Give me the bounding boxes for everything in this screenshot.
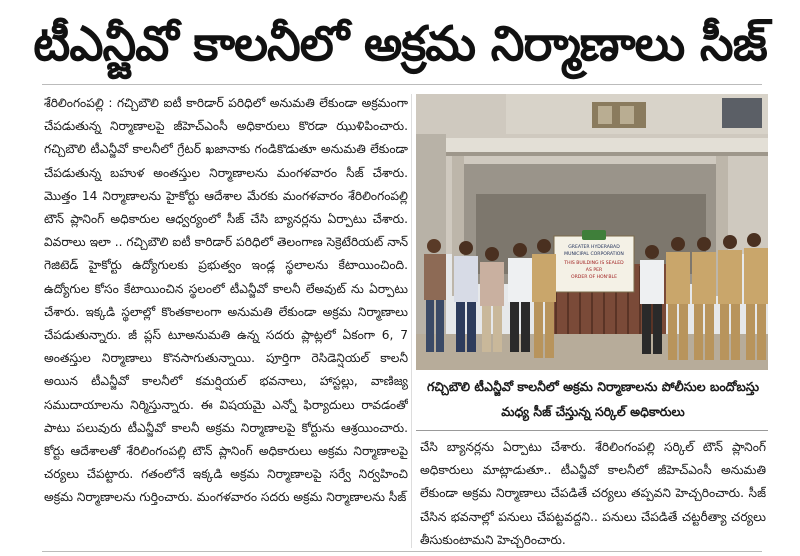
top-divider — [42, 84, 762, 85]
column-divider — [411, 94, 412, 548]
body-text-left: శేరిలింగంపల్లి : గచ్చిబౌలి ఐటీ కారిడార్ పరిధిలో అనుమతి లేకుండా అక్రమంగా చేపడుతున్న నిర్మాణాలపై జీహెచ్ఎంసీ అధికారులు కొరడా ఝుళిపించారు. గచ్చిబౌలి టీఎన్జీవో కాలనీలో గ్రేటర్ ఖజానాకు గండికొడుతూ అనుమతి లేకుండా చేపడుతున్న బహుళ అంతస్తుల నిర్మాణాలను మంగళవారం సీజ్ చేశారు. మొత్తం 14 నిర్మాణాలను హైకోర్టు ఆదేశాల మేరకు మంగళవారం శేరిలింగంపల్లి టౌన్ ప్లానింగ్ అధికారుల ఆధ్వర్యంలో సీజ్ చేసి బ్యానర్లను ఏర్పాటు చేశారు. వివరాలు ఇలా .. గచ్చిబౌలి ఐటీ కారిడార్ పరిధిలో తెలంగాణ సెక్రెటేరియట్ నాన్ గెజిటెడ్ హైకోర్టు ఉద్యోగులకు ప్రభుత్వం ఇండ్ల స్థలాలను కేటాయించింది. ఉద్యోగుల కోసం కేటాయించిన స్థలంలో టీఎన్జీవో కాలనీ లేఅవుట్ ను ఏర్పాటు చేశారు. ఇక్కడి స్థలాల్లో కొంతకాలంగా అనుమతి లేకుండా అక్రమ నిర్మాణాలు చేపడుతున్నారు. జీ ప్లస్ టూఅనుమతి ఉన్న సదరు ప్లాట్లలో ఏకంగా 6, 7 అంతస్తుల నిర్మాణాలు కొనసాగుతున్నాయి. పూర్తిగా రెసిడెన్షియల్ కాలనీ అయిన టీఎన్జీవో కాలనీలో కమర్షియల్ భవనాలు, హాస్టల్లు, వాణిజ్య సముదాయాలను నిర్మిస్తున్నారు. ఈ విషయమై ఎన్నో ఫిర్యాదులు రావడంతో పాటు పలువురు టీఎన్జీవో కాలనీ అక్రమ నిర్మాణాలపై కోర్టును ఆశ్రయించారు. కోర్టు ఆదేశాలతో శేరిలింగంపల్లి టౌన్ ప్లానింగ్ అధికారులు అక్రమ నిర్మాణాలపై చర్యలు చేపట్టారు. గతంలోనే ఇక్కడి అక్రమ నిర్మాణాలపై సర్వే నిర్వహించి అక్రమ నిర్మాణాలను గుర్తించారు. మంగళవారం సదరు అక్రమ నిర్మాణాలను సీజ్ — [44, 96, 408, 505]
banner-line: ORDER OF HON'BLE — [570, 275, 618, 280]
banner-line: THIS BUILDING IS SEALED — [564, 261, 624, 266]
news-photo — [416, 94, 768, 370]
article-body-left — [44, 92, 408, 548]
banner-line: AS PER — [585, 268, 603, 273]
caption-divider — [416, 430, 768, 431]
body-text-right: చేసి బ్యానర్లను ఏర్పాటు చేశారు. శేరిలింగంపల్లి సర్కిల్ టౌన్ ప్లానింగ్ అధికారులు మాట్లాడుతూ.. టీఎన్జీవో కాలనీలో జీహెచ్ఎంసీ అనుమతి లేకుండా అక్రమ నిర్మాణాలు చేపడితే చర్యలు తప్పవని హెచ్చరించారు. సీజ్ చేసిన భవనాల్లో పనులు చేపట్టవద్దని.. పనులు చేపడితే చట్టరీత్యా చర్యలు తీసుకుంటామని హెచ్చరించారు. — [420, 440, 766, 547]
banner-line: MUNICIPAL CORPORATION — [564, 252, 624, 257]
bottom-divider — [42, 551, 762, 552]
headline: టీఎన్జీవో కాలనీలో అక్రమ నిర్మాణాలు సీజ్ — [33, 16, 767, 72]
photo-caption: గచ్చిబౌలి టీఎన్జీవో కాలనీలో అక్రమ నిర్మాణాలను పోలీసుల బందోబస్తు మధ్య సీజ్ చేస్తున్న సర్కిల్ అధికారులు — [426, 379, 760, 419]
banner-line: GREATER HYDERABAD — [568, 245, 620, 250]
article-body-right — [420, 436, 766, 548]
